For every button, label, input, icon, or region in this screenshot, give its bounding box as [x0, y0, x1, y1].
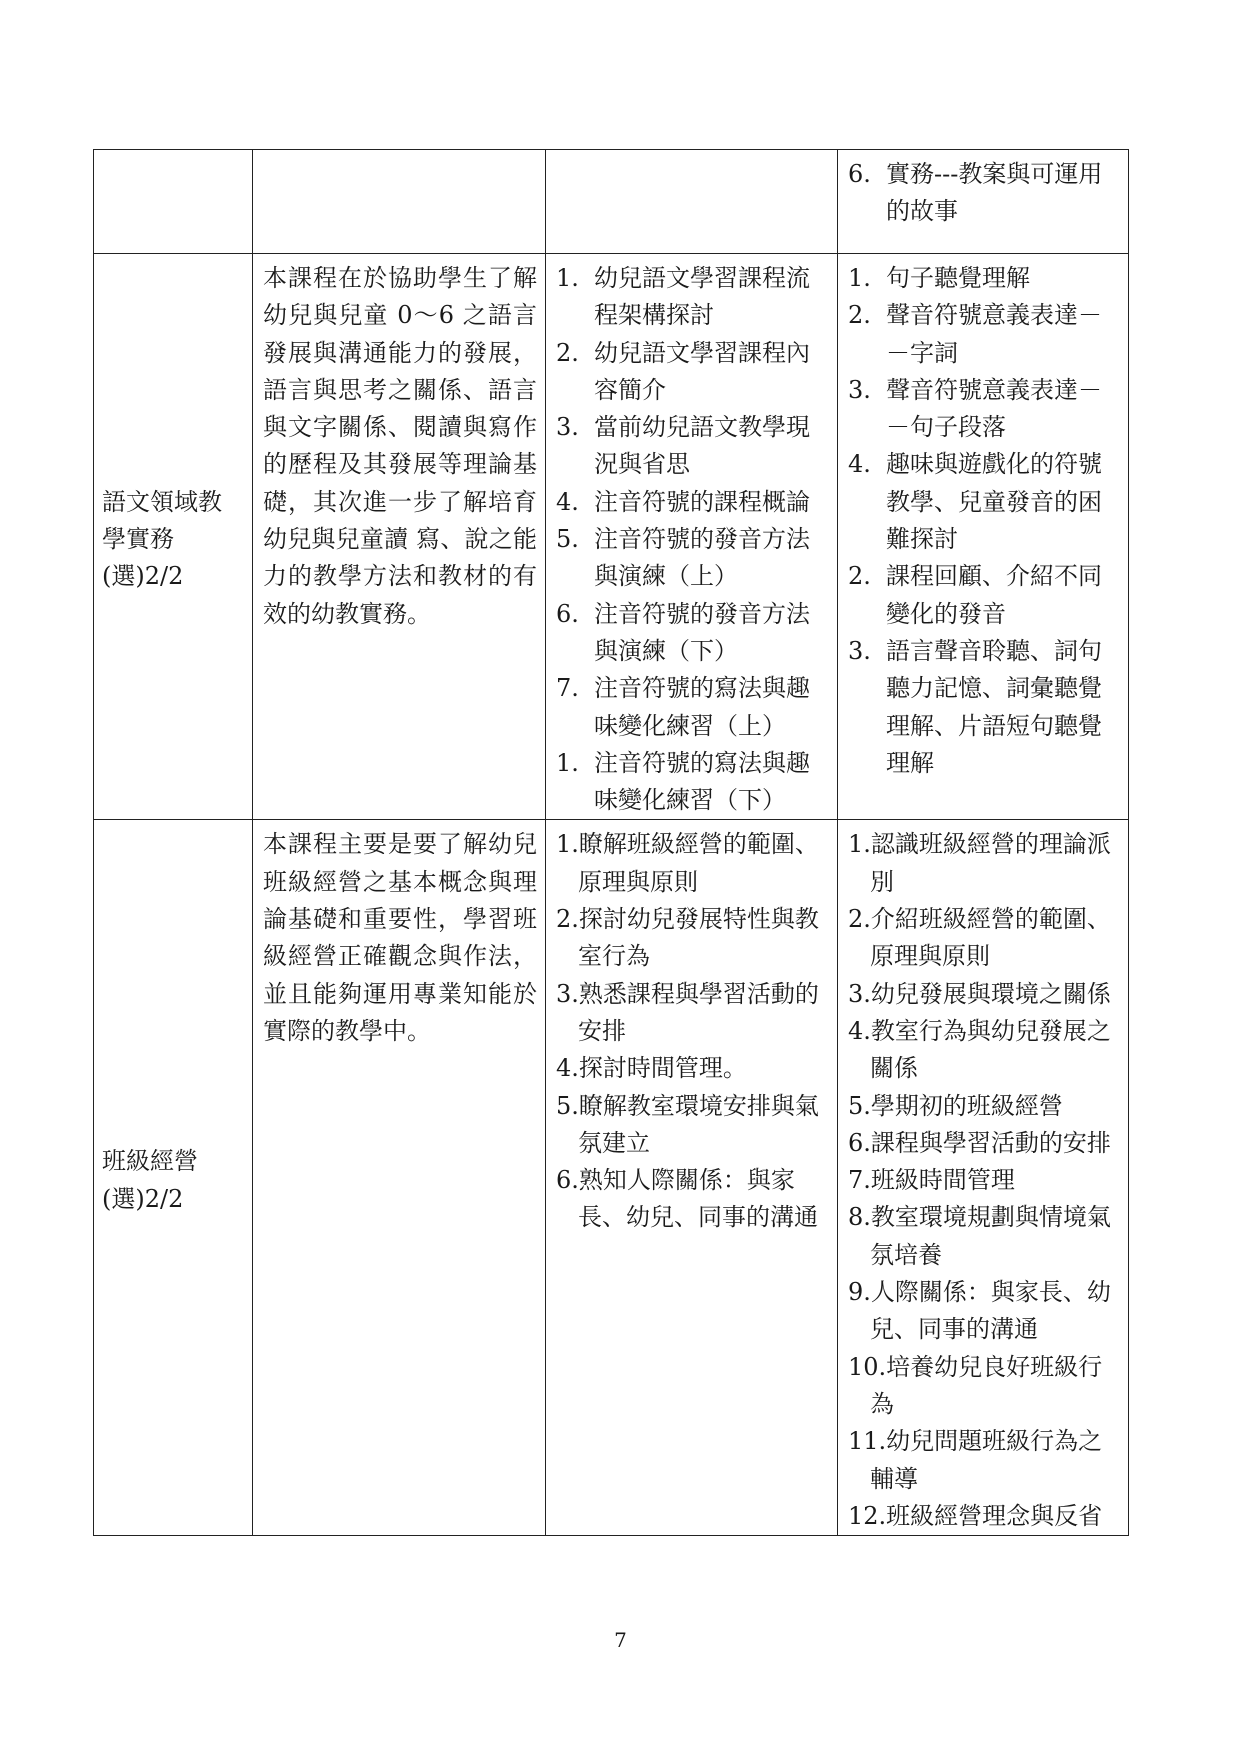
- item-number: 6.: [556, 1166, 579, 1195]
- course-name-cell: [94, 150, 253, 254]
- item-number: 4.: [848, 450, 871, 479]
- list-item: [556, 745, 829, 820]
- item-text: 實務---教案與可運用的故事: [886, 160, 1103, 226]
- list-item: [848, 558, 1120, 633]
- item-text: 注音符號的課程概論: [594, 487, 810, 516]
- topics-cell: [838, 820, 1129, 1536]
- item-text: 班級經營理念與反省: [886, 1501, 1103, 1530]
- item-text: 趣味與遊戲化的符號教學、兒童發音的困難探討: [886, 450, 1102, 554]
- item-text: 認識班級經營的理論派別: [870, 830, 1111, 896]
- list-item: [848, 260, 1120, 297]
- item-number: 3.: [556, 979, 579, 1008]
- item-text: 瞭解教室環境安排與氣氛建立: [578, 1091, 819, 1157]
- list-item: [556, 335, 829, 410]
- item-text: 當前幼兒語文教學現況與省思: [594, 413, 810, 479]
- item-number: 12.: [848, 1501, 887, 1530]
- list-item: [848, 1013, 1120, 1088]
- item-number: 2.: [848, 562, 871, 591]
- item-text: 瞭解班級經營的範圍、原理與原則: [578, 830, 819, 896]
- item-number: 6.: [848, 160, 871, 188]
- item-number: 4.: [556, 487, 579, 516]
- objectives-cell: [546, 254, 838, 820]
- item-text: 熟悉課程與學習活動的安排: [578, 979, 819, 1045]
- item-number: 1.: [556, 264, 579, 292]
- item-number: 2.: [556, 905, 579, 934]
- item-text: 班級時間管理: [870, 1166, 1015, 1195]
- course-name: 班級經營(選)2/2: [102, 1147, 198, 1213]
- course-description: 本課程主要是要了解幼兒班級經營之基本概念與理論基礎和重要性，學習班級經營正確觀念與作法，並且能夠運用專業知能於實際的教學中。: [263, 830, 537, 1045]
- item-number: 2.: [848, 905, 871, 934]
- list-item: [848, 297, 1120, 372]
- item-text: 課程回顧、介紹不同變化的發音: [886, 562, 1102, 628]
- topics-cell: [838, 150, 1129, 254]
- item-text: 幼兒問題班級行為之輔導: [870, 1427, 1103, 1493]
- item-number: 2.: [556, 338, 579, 367]
- list-item: [556, 596, 829, 671]
- item-text: 注音符號的寫法與趣味變化練習（上）: [594, 674, 810, 740]
- item-number: 3.: [556, 413, 579, 442]
- list-item: [848, 1274, 1120, 1349]
- list-item: [556, 409, 829, 484]
- item-number: 6.: [848, 1128, 871, 1157]
- item-number: 5.: [556, 525, 579, 554]
- item-text: 注音符號的寫法與趣味變化練習（下）: [594, 748, 810, 815]
- list-item: [848, 156, 1120, 231]
- item-number: 1.: [556, 830, 579, 859]
- item-number: 1.: [848, 264, 871, 292]
- item-text: 教室環境規劃與情境氣氛培養: [870, 1203, 1111, 1269]
- list-item: [848, 446, 1120, 558]
- item-text: 學期初的班級經營: [870, 1091, 1063, 1120]
- item-text: 探討幼兒發展特性與教室行為: [578, 905, 819, 971]
- list-item: [556, 521, 829, 596]
- description-cell: [253, 150, 546, 254]
- list-item: [556, 260, 829, 335]
- item-text: 幼兒語文學習課程內容簡介: [594, 338, 810, 404]
- item-text: 聲音符號意義表達－－字詞: [886, 301, 1102, 367]
- list-item: [848, 1199, 1120, 1274]
- item-text: 語言聲音聆聽、詞句聽力記憶、詞彙聽覺理解、片語短句聽覺理解: [886, 636, 1102, 777]
- item-text: 句子聽覺理解: [886, 264, 1030, 292]
- item-text: 注音符號的發音方法與演練（下）: [594, 599, 810, 665]
- objectives-cell: [546, 150, 838, 254]
- item-number: 9.: [848, 1278, 871, 1307]
- item-number: 10.: [848, 1352, 887, 1381]
- course-name: 語文領域教學實務(選)2/2: [102, 487, 222, 591]
- item-number: 3.: [848, 375, 871, 404]
- list-item: [848, 901, 1120, 976]
- list-item: [556, 901, 829, 976]
- item-text: 聲音符號意義表達－－句子段落: [886, 375, 1102, 442]
- list-item: [848, 826, 1120, 901]
- list-item: [848, 1088, 1120, 1125]
- page-number: 7: [614, 1628, 627, 1652]
- item-text: 培養幼兒良好班級行為: [870, 1352, 1103, 1418]
- item-number: 2.: [848, 301, 871, 330]
- list-item: [556, 1050, 829, 1087]
- course-table: [93, 149, 1129, 1536]
- item-number: 7.: [848, 1166, 871, 1195]
- description-cell: [253, 254, 546, 820]
- item-text: 探討時間管理。: [578, 1054, 747, 1083]
- item-text: 教室行為與幼兒發展之關係: [870, 1016, 1111, 1083]
- list-item: [556, 1088, 829, 1163]
- item-text: 課程與學習活動的安排: [870, 1128, 1111, 1157]
- table-row: [94, 820, 1129, 1536]
- item-text: 幼兒語文學習課程流程架構探討: [594, 264, 810, 330]
- topics-cell: [838, 254, 1129, 820]
- list-item: [848, 976, 1120, 1013]
- item-number: 6.: [556, 599, 579, 628]
- course-description: 本課程在於協助學生了解幼兒與兒童 0～6 之語言發展與溝通能力的發展，語言與思考之關係、語言與文字關係、閱讀與寫作的歷程及其發展等理論基礎，其次進一步了解培育幼兒與兒童讀 寫、說之能力的教學方法和教材的有效的幼教實務。: [263, 264, 537, 628]
- item-text: 注音符號的發音方法與演練（上）: [594, 525, 810, 591]
- list-item: [848, 1162, 1120, 1199]
- item-number: 5.: [556, 1091, 579, 1120]
- list-item: [556, 1162, 829, 1237]
- list-item: [848, 372, 1120, 447]
- item-number: 3.: [848, 979, 871, 1008]
- item-text: 介紹班級經營的範圍、原理與原則: [870, 905, 1111, 971]
- item-text: 熟知人際關係：與家長、幼兒、同事的溝通: [578, 1166, 818, 1232]
- list-item: [848, 1125, 1120, 1162]
- description-cell: [253, 820, 546, 1536]
- item-number: 7.: [556, 674, 579, 703]
- list-item: [556, 484, 829, 521]
- item-number: 1.: [556, 748, 579, 777]
- list-item: [848, 1423, 1120, 1498]
- objectives-cell: [546, 820, 838, 1536]
- course-name-cell: [94, 254, 253, 820]
- item-number: 4.: [556, 1054, 579, 1083]
- item-number: 11.: [848, 1427, 887, 1456]
- item-number: 8.: [848, 1203, 871, 1232]
- course-name-cell: [94, 820, 253, 1536]
- item-text: 幼兒發展與環境之關係: [870, 979, 1111, 1008]
- item-number: 1.: [848, 830, 871, 859]
- list-item: [848, 1498, 1120, 1535]
- table-row: [94, 150, 1129, 254]
- list-item: [848, 633, 1120, 782]
- item-number: 4.: [848, 1016, 871, 1045]
- list-item: [556, 826, 829, 901]
- list-item: [848, 1349, 1120, 1424]
- list-item: [556, 976, 829, 1051]
- item-number: 5.: [848, 1091, 871, 1120]
- item-text: 人際關係：與家長、幼兒、同事的溝通: [870, 1278, 1111, 1344]
- item-number: 3.: [848, 636, 871, 665]
- list-item: [556, 670, 829, 745]
- table-row: [94, 254, 1129, 820]
